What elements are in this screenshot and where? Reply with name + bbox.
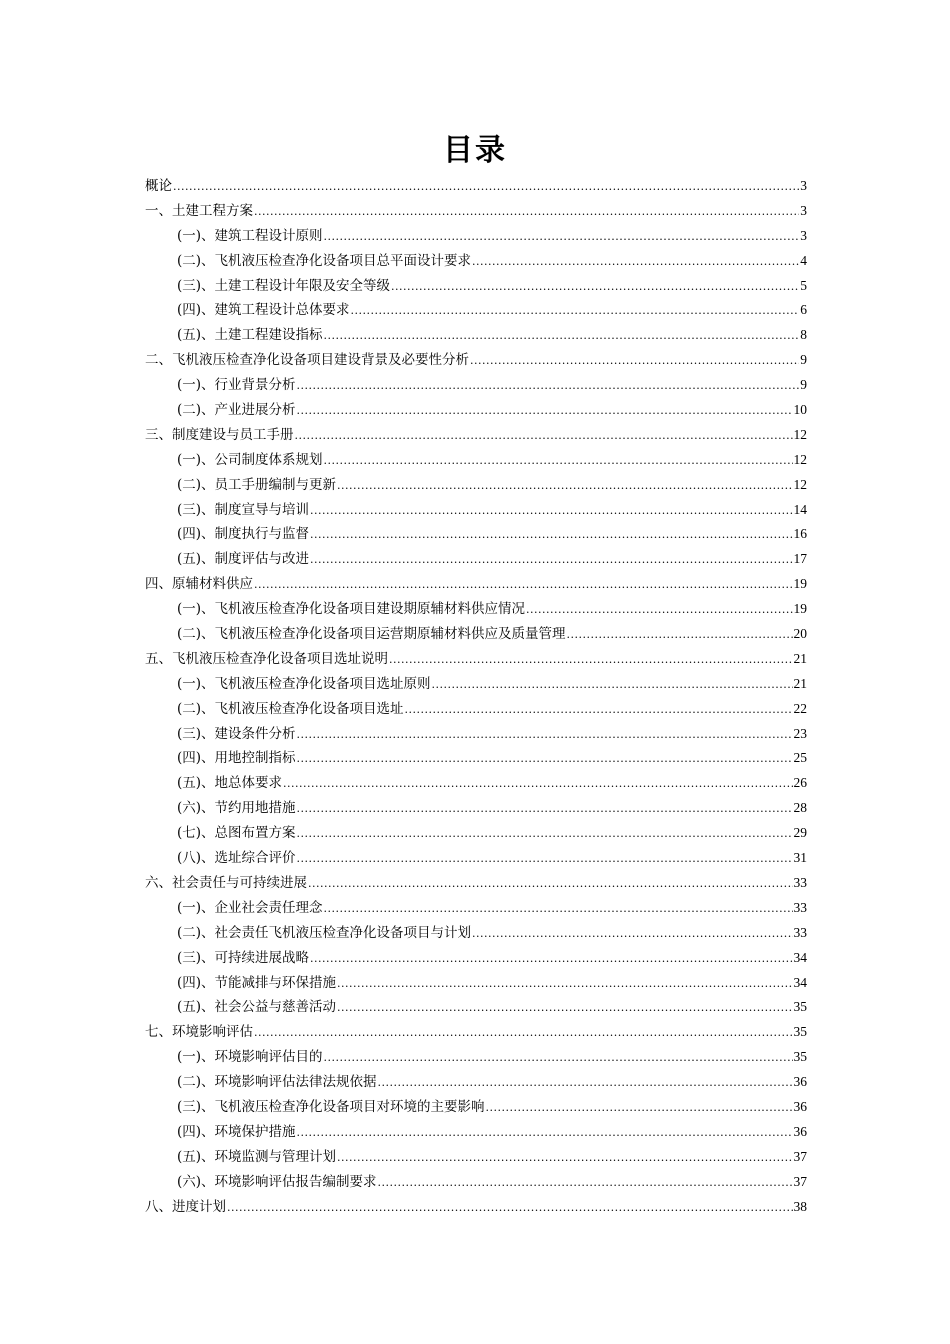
toc-entry-label: (五)、土建工程建设指标	[177, 327, 323, 344]
dot-leader	[310, 498, 792, 524]
toc-entry-page-number: 29	[793, 825, 807, 841]
toc-entry-page-number: 33	[793, 899, 807, 915]
toc-entry-label: (二)、飞机液压检查净化设备项目选址	[177, 700, 404, 717]
dot-leader	[297, 722, 793, 748]
dot-leader	[389, 647, 793, 673]
toc-entry-page-number: 5	[800, 277, 807, 293]
toc-entry[interactable]	[145, 672, 807, 697]
toc-entry[interactable]	[145, 771, 807, 796]
toc-entry-page-number: 9	[800, 377, 807, 393]
toc-entry-label: (三)、土建工程设计年限及安全等级	[177, 277, 391, 294]
toc-entry-page-number: 8	[800, 327, 807, 343]
toc-entry-page-number: 3	[800, 178, 807, 193]
toc-entry-label: (四)、制度执行与监督	[177, 526, 310, 543]
toc-entry-page-number: 36	[793, 1074, 807, 1090]
toc-entry[interactable]	[145, 448, 807, 473]
toc-entry-page-number: 34	[793, 949, 807, 965]
table-of-contents	[145, 174, 807, 1219]
toc-entry-page-number: 22	[793, 700, 807, 716]
dot-leader	[337, 1145, 792, 1171]
dot-leader	[254, 572, 793, 598]
toc-entry[interactable]	[145, 473, 807, 498]
toc-entry[interactable]	[145, 746, 807, 771]
toc-entry-label: (二)、社会责任飞机液压检查净化设备项目与计划	[177, 924, 472, 941]
toc-entry-page-number: 26	[793, 775, 807, 791]
toc-entry-page-number: 28	[793, 800, 807, 816]
toc-entry-label: (一)、行业背景分析	[177, 377, 296, 394]
toc-entry[interactable]	[145, 995, 807, 1020]
toc-entry-label: 四、原辅材料供应	[145, 576, 253, 593]
dot-leader	[227, 1195, 793, 1221]
dot-leader	[254, 199, 799, 225]
dot-leader	[405, 697, 793, 723]
toc-entry[interactable]	[145, 971, 807, 996]
toc-entry[interactable]	[145, 298, 807, 323]
toc-entry[interactable]	[145, 174, 807, 199]
toc-entry-label: (二)、环境影响评估法律法规依据	[177, 1074, 377, 1091]
toc-entry-label: 六、社会责任与可持续进展	[145, 874, 307, 891]
toc-entry-label: (五)、地总体要求	[177, 775, 283, 792]
toc-entry-label: (八)、选址综合评价	[177, 850, 296, 867]
toc-entry[interactable]	[145, 896, 807, 921]
toc-entry[interactable]	[145, 348, 807, 373]
toc-entry[interactable]	[145, 946, 807, 971]
toc-entry[interactable]	[145, 921, 807, 946]
toc-entry-page-number: 12	[793, 451, 807, 467]
toc-entry-label: 五、飞机液压检查净化设备项目选址说明	[145, 650, 388, 667]
toc-entry[interactable]	[145, 373, 807, 398]
toc-entry-page-number: 16	[793, 526, 807, 542]
toc-entry-label: (一)、飞机液压检查净化设备项目选址原则	[177, 675, 431, 692]
dot-leader	[337, 995, 792, 1021]
toc-entry[interactable]	[145, 697, 807, 722]
toc-entry-label: (四)、环境保护措施	[177, 1123, 296, 1140]
dot-leader	[310, 522, 792, 548]
toc-entry-page-number: 21	[793, 650, 807, 666]
toc-entry-page-number: 38	[793, 1198, 807, 1214]
toc-entry-page-number: 36	[793, 1098, 807, 1114]
toc-entry-page-number: 19	[793, 601, 807, 617]
dot-leader	[297, 746, 793, 772]
toc-entry-label: (五)、制度评估与改进	[177, 551, 310, 568]
toc-entry-page-number: 12	[793, 426, 807, 442]
toc-entry[interactable]	[145, 199, 807, 224]
toc-entry-page-number: 4	[800, 252, 807, 268]
toc-entry-label: 七、环境影响评估	[145, 1024, 253, 1041]
dot-leader	[324, 323, 800, 349]
toc-entry[interactable]	[145, 1195, 807, 1220]
dot-leader	[470, 348, 799, 374]
toc-entry-page-number: 3	[800, 202, 807, 218]
dot-leader	[472, 249, 799, 275]
toc-entry-page-number: 35	[793, 999, 807, 1015]
toc-entry[interactable]	[145, 224, 807, 249]
dot-leader	[378, 1170, 793, 1196]
toc-entry-label: (三)、建设条件分析	[177, 725, 296, 742]
toc-entry-label: (七)、总图布置方案	[177, 825, 296, 842]
toc-entry-page-number: 10	[793, 402, 807, 418]
dot-leader	[324, 896, 793, 922]
toc-entry-page-number: 37	[793, 1173, 807, 1189]
toc-entry[interactable]	[145, 1120, 807, 1145]
dot-leader	[567, 622, 793, 648]
toc-entry-label: (四)、建筑工程设计总体要求	[177, 302, 350, 319]
toc-entry-label: (一)、企业社会责任理念	[177, 899, 323, 916]
dot-leader	[297, 1120, 793, 1146]
toc-entry-page-number: 17	[793, 551, 807, 567]
toc-entry[interactable]	[145, 1045, 807, 1070]
dot-leader	[295, 423, 793, 449]
toc-entry[interactable]	[145, 547, 807, 572]
toc-entry-page-number: 9	[800, 352, 807, 368]
toc-entry-label: (四)、用地控制指标	[177, 750, 296, 767]
toc-entry-page-number: 35	[793, 1024, 807, 1040]
toc-entry[interactable]	[145, 249, 807, 274]
toc-entry-page-number: 35	[793, 1049, 807, 1065]
toc-entry[interactable]	[145, 1095, 807, 1120]
dot-leader	[297, 796, 793, 822]
toc-entry-label: 三、制度建设与员工手册	[145, 426, 294, 443]
dot-leader	[378, 1070, 793, 1096]
toc-entry-page-number: 12	[793, 476, 807, 492]
toc-entry[interactable]	[145, 398, 807, 423]
toc-entry[interactable]	[145, 1170, 807, 1195]
dot-leader	[526, 597, 792, 623]
dot-leader	[472, 921, 792, 947]
toc-entry[interactable]	[145, 846, 807, 871]
dot-leader	[324, 224, 800, 250]
toc-entry-page-number: 20	[793, 626, 807, 642]
dot-leader	[308, 871, 793, 897]
toc-entry-label: 八、进度计划	[145, 1198, 226, 1215]
toc-entry-page-number: 25	[793, 750, 807, 766]
toc-entry-label: (三)、制度宣导与培训	[177, 501, 310, 518]
toc-entry-label: (三)、飞机液压检查净化设备项目对环境的主要影响	[177, 1098, 485, 1115]
toc-entry[interactable]	[145, 821, 807, 846]
toc-entry-label: 概论	[145, 178, 172, 194]
dot-leader	[324, 448, 793, 474]
toc-entry-label: (六)、环境影响评估报告编制要求	[177, 1173, 377, 1190]
dot-leader	[283, 771, 792, 797]
toc-entry[interactable]	[145, 1070, 807, 1095]
toc-entry[interactable]	[145, 871, 807, 896]
toc-entry[interactable]	[145, 423, 807, 448]
dot-leader	[173, 174, 799, 200]
toc-entry[interactable]	[145, 622, 807, 647]
toc-entry-label: 一、土建工程方案	[145, 202, 253, 219]
toc-entry-label: (一)、飞机液压检查净化设备项目建设期原辅材料供应情况	[177, 601, 526, 618]
toc-entry-label: (六)、节约用地措施	[177, 800, 296, 817]
toc-entry-label: (二)、飞机液压检查净化设备项目运营期原辅材料供应及质量管理	[177, 626, 566, 643]
toc-entry[interactable]	[145, 323, 807, 348]
toc-entry-page-number: 37	[793, 1148, 807, 1164]
dot-leader	[324, 1045, 793, 1071]
toc-entry-page-number: 31	[793, 850, 807, 866]
dot-leader	[337, 473, 792, 499]
toc-entry[interactable]	[145, 522, 807, 547]
toc-entry-label: (一)、公司制度体系规划	[177, 451, 323, 468]
toc-entry-label: (五)、环境监测与管理计划	[177, 1148, 337, 1165]
dot-leader	[297, 373, 800, 399]
toc-entry[interactable]	[145, 597, 807, 622]
toc-entry-label: (二)、员工手册编制与更新	[177, 476, 337, 493]
toc-entry[interactable]	[145, 572, 807, 597]
toc-entry[interactable]	[145, 274, 807, 299]
toc-title: 目录	[443, 133, 507, 168]
dot-leader	[297, 846, 793, 872]
toc-entry-label: (一)、环境影响评估目的	[177, 1049, 323, 1066]
dot-leader	[432, 672, 793, 698]
toc-entry-label: (三)、可持续进展战略	[177, 949, 310, 966]
dot-leader	[310, 946, 792, 972]
toc-entry-label: 二、飞机液压检查净化设备项目建设背景及必要性分析	[145, 352, 469, 369]
dot-leader	[337, 971, 792, 997]
dot-leader	[351, 298, 800, 324]
toc-entry-page-number: 34	[793, 974, 807, 990]
toc-entry[interactable]	[145, 796, 807, 821]
toc-entry-page-number: 3	[800, 227, 807, 243]
dot-leader	[310, 547, 792, 573]
toc-entry-page-number: 19	[793, 576, 807, 592]
toc-entry[interactable]	[145, 1145, 807, 1170]
toc-entry-label: (一)、建筑工程设计原则	[177, 227, 323, 244]
dot-leader	[391, 274, 799, 300]
toc-entry[interactable]	[145, 498, 807, 523]
toc-entry[interactable]	[145, 647, 807, 672]
toc-entry-page-number: 36	[793, 1123, 807, 1139]
toc-entry[interactable]	[145, 1020, 807, 1045]
dot-leader	[254, 1020, 793, 1046]
toc-entry-label: (五)、社会公益与慈善活动	[177, 999, 337, 1016]
toc-entry-page-number: 23	[793, 725, 807, 741]
toc-entry-page-number: 6	[800, 302, 807, 318]
toc-entry-page-number: 33	[793, 924, 807, 940]
dot-leader	[297, 398, 793, 424]
toc-entry-page-number: 33	[793, 874, 807, 890]
toc-entry-page-number: 21	[793, 675, 807, 691]
toc-entry-label: (四)、节能减排与环保措施	[177, 974, 337, 991]
dot-leader	[486, 1095, 793, 1121]
toc-entry-label: (二)、产业进展分析	[177, 402, 296, 419]
toc-entry-label: (二)、飞机液压检查净化设备项目总平面设计要求	[177, 252, 472, 269]
toc-entry-page-number: 14	[793, 501, 807, 517]
dot-leader	[297, 821, 793, 847]
toc-entry[interactable]	[145, 722, 807, 747]
